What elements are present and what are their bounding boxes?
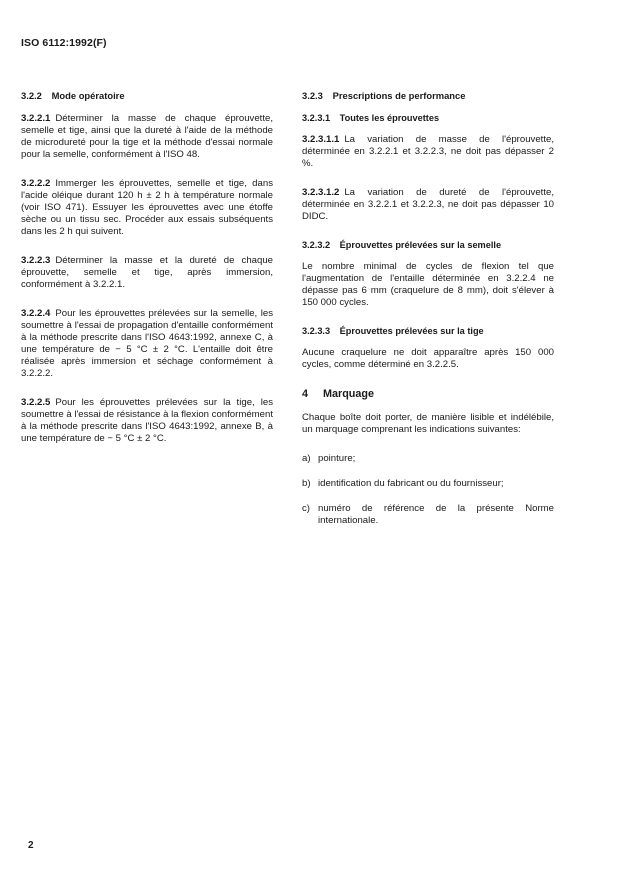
paragraph-3-2-2-4 (21, 308, 273, 380)
section-number: 3.2.2 (21, 90, 42, 101)
list-label: a) (302, 453, 311, 464)
subsection-title: Éprouvettes prélevées sur la tige (339, 326, 484, 336)
document-header: ISO 6112:1992(F) (21, 37, 107, 49)
subsection-number: 3.2.3.1 (302, 113, 331, 123)
section-number: 3.2.3 (302, 90, 323, 101)
list-text: pointure; (318, 453, 356, 464)
paragraph-3-2-2-2 (21, 178, 273, 238)
subsection-number: 3.2.3.2 (302, 240, 331, 250)
section-title: Prescriptions de performance (332, 90, 466, 101)
section-title: Mode opératoire (51, 90, 125, 101)
list-label: c) (302, 503, 310, 514)
subsection-title: Toutes les éprouvettes (339, 113, 440, 123)
clause-text: La variation de dureté de l'éprouvette, déterminée en 3.2.2.1 et 3.2.2.3, ne doit pas dépasser 10 DIDC. (302, 187, 554, 222)
section-number: 4 (302, 388, 309, 400)
section-heading-3-2-2 (21, 90, 273, 101)
clause-text: Déterminer la masse et la dureté de chaque éprouvette, semelle et tige, après immersion, conformément à 3.2.2.1. (21, 255, 273, 290)
list-text: numéro de référence de la présente Norme internationale. (318, 503, 554, 526)
list-label: b) (302, 478, 311, 489)
clause-number: 3.2.2.3 (21, 255, 51, 266)
clause-text: Immerger les éprouvettes, semelle et tige, dans l'acide oléique durant 120 h ± 2 h à température normale (voir ISO 471). Essuyer les éprouvettes avec une étoffe sèche ou un tissu sec. Procéder aux essais subséquents dans les 2 h qui suivent. (21, 178, 273, 237)
clause-text: Pour les éprouvettes prélevées sur la tige, les soumettre à l'essai de résistance à la flexion conformément à la méthode prescrite dans l'ISO 4643:1992, annexe B, à une température de − 5 °C ± 2 °C. (21, 397, 273, 444)
paragraph-3-2-2-3 (21, 255, 273, 291)
clause-text: Pour les éprouvettes prélevées sur la semelle, les soumettre à l'essai de propagation d'entaille conformément à la méthode prescrite dans l'ISO 4643:1992, annexe C, à une température de − 5 °C ± 2 °C. L'entaille doit être réalisée après immersion et séchage conformément à 3.2.2.2. (21, 308, 273, 379)
subsection-heading-3-2-3-1 (302, 113, 554, 123)
subsection-title: Éprouvettes prélevées sur la semelle (339, 240, 502, 250)
list-item (302, 453, 554, 465)
clause-number: 3.2.2.1 (21, 113, 51, 124)
clause-number: 3.2.2.4 (21, 308, 51, 319)
clause-number: 3.2.3.1.2 (302, 187, 340, 198)
subsection-heading-3-2-3-3 (302, 326, 554, 336)
list-item (302, 503, 554, 527)
subsection-heading-3-2-3-2 (302, 240, 554, 250)
page-number: 2 (28, 840, 34, 851)
right-column (302, 90, 554, 540)
paragraph-4: Chaque boîte doit porter, de manière lisible et indélébile, un marquage comprenant les indications suivantes: (302, 412, 554, 435)
clause-number: 3.2.3.1.1 (302, 134, 340, 145)
paragraph-3-2-3-3: Aucune craquelure ne doit apparaître après 150 000 cycles, comme déterminé en 3.2.2.5. (302, 347, 554, 370)
list-item (302, 478, 554, 490)
section-heading-4 (302, 388, 554, 400)
clause-number: 3.2.2.2 (21, 178, 51, 189)
section-heading-3-2-3 (302, 90, 554, 101)
paragraph-3-2-3-1-1 (302, 134, 554, 170)
clause-text: Déterminer la masse de chaque éprouvette, semelle et tige, ainsi que la dureté à l'aide de la méthode de microdureté pour la tige et la méthode d'essai normale pour la semelle, conformément à l'ISO 48. (21, 113, 273, 160)
paragraph-3-2-2-1 (21, 113, 273, 161)
clause-text: La variation de masse de l'éprouvette, déterminée en 3.2.2.1 et 3.2.2.3, ne doit pas dépasser 2 %. (302, 134, 554, 169)
subsection-number: 3.2.3.3 (302, 326, 331, 336)
paragraph-3-2-3-1-2 (302, 187, 554, 223)
section-title: Marquage (323, 388, 374, 400)
clause-number: 3.2.2.5 (21, 397, 51, 408)
list-text: identification du fabricant ou du fournisseur; (318, 478, 504, 489)
left-column (21, 90, 273, 462)
paragraph-3-2-2-5 (21, 397, 273, 445)
paragraph-3-2-3-2: Le nombre minimal de cycles de flexion tel que l'augmentation de l'entaille déterminée en 3.2.2.4 ne dépasse pas 6 mm (craquelure de 8 mm), doit s'élever à 150 000 cycles. (302, 261, 554, 308)
